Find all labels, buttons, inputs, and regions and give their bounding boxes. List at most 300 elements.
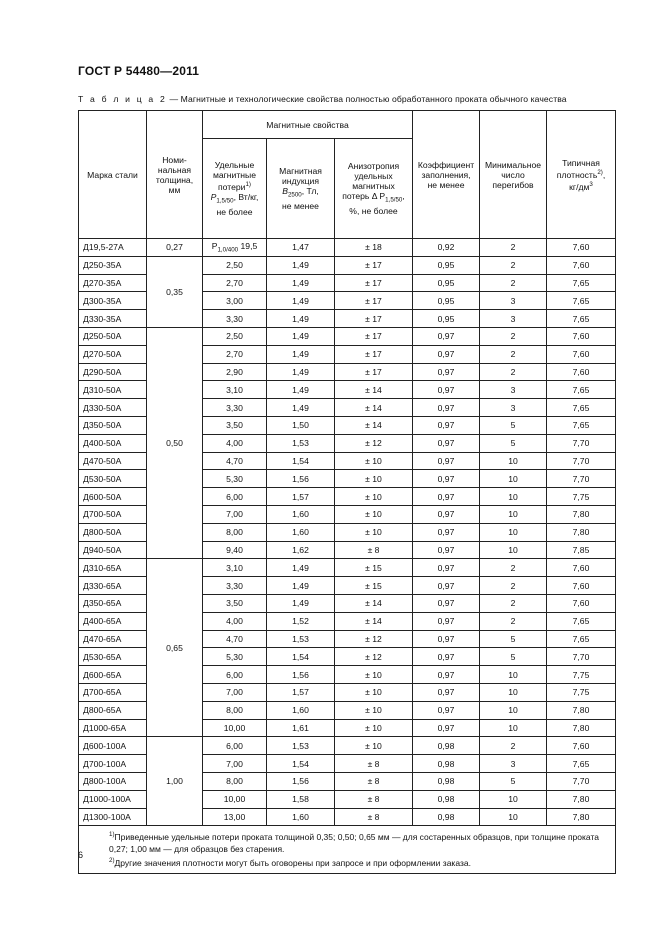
cell-losses-value: 3,10 <box>226 384 243 395</box>
cell-bends: 2 <box>480 612 547 630</box>
cell-grade: Д1000-100А <box>79 790 147 808</box>
cell-induction: 1,50 <box>267 416 335 434</box>
cell-fill: 0,97 <box>413 363 480 381</box>
cell-density: 7,75 <box>547 666 616 684</box>
cell-losses <box>203 559 267 577</box>
cell-anisotropy: ± 10 <box>335 452 413 470</box>
cell-grade: Д600-65А <box>79 666 147 684</box>
cell-density: 7,70 <box>547 772 616 790</box>
cell-grade: Д700-50А <box>79 505 147 523</box>
cell-bends: 10 <box>480 808 547 826</box>
header-density-l2: плотность$^{2)}$, <box>556 168 606 180</box>
cell-induction: 1,53 <box>267 737 335 755</box>
cell-losses <box>203 381 267 399</box>
header-losses-l5: не более <box>216 206 253 217</box>
cell-losses-value: 4,00 <box>226 616 243 627</box>
cell-fill: 0,98 <box>413 808 480 826</box>
cell-losses-value: 3,30 <box>226 580 243 591</box>
cell-bends: 10 <box>480 701 547 719</box>
header-thickness-l1: Номи- <box>162 154 187 165</box>
cell-fill: 0,97 <box>413 701 480 719</box>
cell-grade: Д1000-65А <box>79 719 147 737</box>
cell-bends: 10 <box>480 683 547 701</box>
header-thickness-l2: нальная <box>157 164 192 175</box>
header-anisotropy-l5: %, не более <box>349 205 398 216</box>
cell-bends: 3 <box>480 381 547 399</box>
cell-grade: Д400-50А <box>79 434 147 452</box>
cell-grade: Д310-65А <box>79 559 147 577</box>
cell-losses-value: 6,00 <box>226 740 243 751</box>
cell-induction: 1,60 <box>267 505 335 523</box>
cell-bends: 10 <box>480 505 547 523</box>
cell-induction: 1,49 <box>267 327 335 345</box>
table-row <box>79 256 616 274</box>
cell-fill: 0,97 <box>413 523 480 541</box>
cell-losses-value: 3,00 <box>226 295 243 306</box>
table-row <box>79 559 616 577</box>
header-thickness-l4: мм <box>168 184 181 195</box>
footnote-1-text: Приведенные удельные потери проката толщиной 0,35; 0,50; 0,65 мм — для состаренных образцов, при толщине проката 0,27; 1,00 мм — для образцов без старения. <box>109 832 599 855</box>
cell-induction: 1,56 <box>267 470 335 488</box>
cell-anisotropy: ± 17 <box>335 363 413 381</box>
cell-losses <box>203 256 267 274</box>
cell-losses <box>203 399 267 417</box>
cell-fill: 0,97 <box>413 381 480 399</box>
cell-losses-value: 2,70 <box>226 349 243 360</box>
cell-losses-value: 9,40 <box>226 544 243 555</box>
header-density-unit-sup: 3 <box>589 180 593 188</box>
cell-anisotropy: ± 15 <box>335 559 413 577</box>
cell-losses-value: 7,00 <box>226 758 243 769</box>
cell-bends: 3 <box>480 310 547 328</box>
cell-bends: 2 <box>480 737 547 755</box>
cell-grade: Д310-50А <box>79 381 147 399</box>
cell-losses-value: 5,30 <box>226 651 243 662</box>
cell-grade: Д800-65А <box>79 701 147 719</box>
cell-fill: 0,97 <box>413 630 480 648</box>
cell-anisotropy: ± 8 <box>335 541 413 559</box>
cell-grade: Д600-50А <box>79 488 147 506</box>
header-fill <box>413 111 480 239</box>
header-anisotropy-sub: 1,5/50 <box>385 196 403 204</box>
cell-grade: Д530-50А <box>79 470 147 488</box>
cell-anisotropy: ± 17 <box>335 256 413 274</box>
header-induction-symbol: B <box>282 186 288 197</box>
cell-anisotropy: ± 17 <box>335 292 413 310</box>
header-induction-l4: не менее <box>282 200 319 211</box>
cell-fill: 0,98 <box>413 772 480 790</box>
header-magnetic-group: Магнитные свойства <box>203 111 413 139</box>
cell-thickness: 0,35 <box>147 256 203 327</box>
cell-losses-sub: 1,0/400 <box>217 246 239 254</box>
cell-losses-value: 4,00 <box>226 438 243 449</box>
cell-induction: 1,49 <box>267 256 335 274</box>
cell-grade: Д330-35А <box>79 310 147 328</box>
footnote-mark-1: 1) <box>245 181 251 189</box>
cell-losses-symbol: P <box>211 241 218 252</box>
cell-induction: 1,49 <box>267 274 335 292</box>
cell-induction: 1,60 <box>267 701 335 719</box>
cell-losses <box>203 327 267 345</box>
cell-anisotropy: ± 10 <box>335 737 413 755</box>
cell-bends: 2 <box>480 363 547 381</box>
cell-induction: 1,49 <box>267 363 335 381</box>
cell-density: 7,85 <box>547 541 616 559</box>
header-losses-unit: , Вт/кг, <box>233 192 259 203</box>
cell-anisotropy: ± 8 <box>335 790 413 808</box>
cell-fill: 0,95 <box>413 292 480 310</box>
header-thickness-l3: толщина, <box>155 174 194 185</box>
cell-bends: 2 <box>480 345 547 363</box>
table-body <box>79 239 616 826</box>
cell-bends: 2 <box>480 256 547 274</box>
cell-losses <box>203 648 267 666</box>
cell-fill: 0,97 <box>413 577 480 595</box>
cell-fill: 0,92 <box>413 239 480 257</box>
footnote-2-mark: 2) <box>109 857 115 865</box>
header-induction-sub: 2500 <box>287 191 302 199</box>
cell-losses <box>203 755 267 773</box>
header-losses <box>203 139 267 239</box>
cell-losses <box>203 363 267 381</box>
header-bends <box>480 111 547 239</box>
header-density-unit: кг/дм <box>569 181 590 192</box>
cell-induction: 1,53 <box>267 434 335 452</box>
cell-losses-value: 2,70 <box>226 277 243 288</box>
header-anisotropy-l3: магнитных <box>352 181 395 192</box>
cell-bends: 10 <box>480 452 547 470</box>
cell-anisotropy: ± 10 <box>335 488 413 506</box>
header-bends-l1: Минимальное <box>485 159 542 170</box>
cell-fill: 0,95 <box>413 274 480 292</box>
cell-bends: 10 <box>480 790 547 808</box>
cell-losses-value: 2,50 <box>226 331 243 342</box>
footnote-mark-2: 2) <box>597 168 603 176</box>
cell-density: 7,60 <box>547 239 616 257</box>
cell-fill: 0,97 <box>413 719 480 737</box>
cell-fill: 0,97 <box>413 327 480 345</box>
cell-anisotropy: ± 18 <box>335 239 413 257</box>
cell-losses <box>203 790 267 808</box>
cell-density: 7,70 <box>547 434 616 452</box>
cell-losses-value: 4,70 <box>226 633 243 644</box>
cell-anisotropy: ± 10 <box>335 701 413 719</box>
cell-density: 7,65 <box>547 399 616 417</box>
cell-losses-value: 3,10 <box>226 562 243 573</box>
cell-grade: Д700-65А <box>79 683 147 701</box>
table-row <box>79 737 616 755</box>
cell-losses-value: 10,00 <box>223 722 246 733</box>
cell-fill: 0,97 <box>413 594 480 612</box>
cell-losses-value: 19,5 <box>238 241 258 252</box>
table-footnotes <box>79 826 616 874</box>
cell-induction: 1,61 <box>267 719 335 737</box>
cell-losses-value: 3,30 <box>226 313 243 324</box>
cell-grade: Д530-65А <box>79 648 147 666</box>
cell-anisotropy: ± 10 <box>335 666 413 684</box>
cell-fill: 0,97 <box>413 541 480 559</box>
header-losses-l3 <box>205 180 264 192</box>
cell-induction: 1,62 <box>267 541 335 559</box>
footnote-2-text: Другие значения плотности могут быть оговорены при запросе и при оформлении заказа. <box>114 857 471 868</box>
cell-bends: 5 <box>480 434 547 452</box>
header-density-l3 <box>549 180 613 192</box>
footnote-1 <box>85 829 609 855</box>
cell-density: 7,60 <box>547 577 616 595</box>
cell-density: 7,70 <box>547 452 616 470</box>
cell-anisotropy: ± 14 <box>335 612 413 630</box>
cell-fill: 0,97 <box>413 416 480 434</box>
cell-density: 7,80 <box>547 790 616 808</box>
cell-induction: 1,49 <box>267 559 335 577</box>
cell-bends: 5 <box>480 630 547 648</box>
header-density <box>547 111 616 239</box>
cell-induction: 1,57 <box>267 488 335 506</box>
cell-fill: 0,97 <box>413 470 480 488</box>
cell-losses-value: 8,00 <box>226 527 243 538</box>
cell-grade: Д700-100А <box>79 755 147 773</box>
cell-bends: 2 <box>480 327 547 345</box>
cell-losses-value: 3,50 <box>226 420 243 431</box>
cell-losses <box>203 630 267 648</box>
cell-bends: 10 <box>480 719 547 737</box>
cell-anisotropy: ± 12 <box>335 434 413 452</box>
cell-bends: 2 <box>480 594 547 612</box>
cell-density: 7,65 <box>547 755 616 773</box>
properties-table <box>78 110 616 874</box>
cell-induction: 1,54 <box>267 452 335 470</box>
cell-fill: 0,98 <box>413 790 480 808</box>
cell-density: 7,80 <box>547 701 616 719</box>
cell-grade: Д600-100А <box>79 737 147 755</box>
cell-induction: 1,49 <box>267 292 335 310</box>
cell-losses-value: 3,50 <box>226 598 243 609</box>
cell-grade: Д270-35А <box>79 274 147 292</box>
cell-induction: 1,54 <box>267 755 335 773</box>
header-induction-unit: , Тл, <box>301 186 319 197</box>
cell-density: 7,75 <box>547 683 616 701</box>
cell-density: 7,65 <box>547 292 616 310</box>
cell-anisotropy: ± 10 <box>335 523 413 541</box>
cell-thickness: 0,27 <box>147 239 203 257</box>
cell-induction: 1,60 <box>267 808 335 826</box>
cell-bends: 3 <box>480 755 547 773</box>
document-title: ГОСТ Р 54480—2011 <box>78 64 200 78</box>
cell-bends: 2 <box>480 577 547 595</box>
cell-grade: Д250-35А <box>79 256 147 274</box>
cell-density: 7,80 <box>547 808 616 826</box>
cell-bends: 10 <box>480 666 547 684</box>
cell-losses <box>203 470 267 488</box>
cell-induction: 1,54 <box>267 648 335 666</box>
cell-bends: 5 <box>480 772 547 790</box>
cell-density: 7,60 <box>547 363 616 381</box>
cell-density: 7,65 <box>547 612 616 630</box>
cell-losses <box>203 505 267 523</box>
header-losses-l4 <box>205 192 264 207</box>
cell-fill: 0,95 <box>413 310 480 328</box>
table-caption <box>78 94 567 104</box>
table-caption-prefix: Т а б л и ц а 2 <box>78 94 167 104</box>
cell-losses <box>203 594 267 612</box>
cell-bends: 10 <box>480 523 547 541</box>
cell-density: 7,60 <box>547 559 616 577</box>
cell-density: 7,80 <box>547 505 616 523</box>
cell-losses-value: 10,00 <box>223 794 246 805</box>
cell-anisotropy: ± 12 <box>335 648 413 666</box>
header-density-l1: Типичная <box>562 157 600 168</box>
cell-density: 7,70 <box>547 470 616 488</box>
cell-density: 7,65 <box>547 416 616 434</box>
cell-anisotropy: ± 10 <box>335 505 413 523</box>
cell-losses <box>203 292 267 310</box>
cell-losses <box>203 666 267 684</box>
cell-losses-value: 7,00 <box>226 509 243 520</box>
cell-anisotropy: ± 8 <box>335 755 413 773</box>
cell-anisotropy: ± 10 <box>335 470 413 488</box>
cell-losses <box>203 345 267 363</box>
header-losses-sub: 1,5/50 <box>216 197 234 205</box>
cell-anisotropy: ± 17 <box>335 274 413 292</box>
header-induction <box>267 139 335 239</box>
cell-density: 7,60 <box>547 256 616 274</box>
cell-density: 7,80 <box>547 719 616 737</box>
cell-grade: Д800-50А <box>79 523 147 541</box>
cell-bends: 5 <box>480 416 547 434</box>
cell-grade: Д350-50А <box>79 416 147 434</box>
cell-induction: 1,49 <box>267 310 335 328</box>
cell-density: 7,65 <box>547 274 616 292</box>
cell-fill: 0,95 <box>413 256 480 274</box>
cell-grade: Д330-50А <box>79 399 147 417</box>
cell-anisotropy: ± 10 <box>335 719 413 737</box>
header-anisotropy-l1: Анизотропия <box>347 161 400 172</box>
cell-anisotropy: ± 8 <box>335 808 413 826</box>
cell-losses-value: 2,90 <box>226 366 243 377</box>
cell-losses <box>203 577 267 595</box>
cell-density: 7,70 <box>547 648 616 666</box>
cell-induction: 1,49 <box>267 345 335 363</box>
cell-fill: 0,97 <box>413 452 480 470</box>
cell-grade: Д270-50А <box>79 345 147 363</box>
cell-losses <box>203 488 267 506</box>
cell-anisotropy: ± 17 <box>335 327 413 345</box>
cell-fill: 0,97 <box>413 666 480 684</box>
cell-grade: Д330-65А <box>79 577 147 595</box>
cell-losses <box>203 772 267 790</box>
cell-grade: Д19,5-27А <box>79 239 147 257</box>
cell-grade: Д400-65А <box>79 612 147 630</box>
header-losses-l1: Удельные <box>214 160 255 171</box>
cell-losses <box>203 310 267 328</box>
cell-fill: 0,97 <box>413 488 480 506</box>
cell-anisotropy: ± 14 <box>335 594 413 612</box>
header-anisotropy-l4: потерь Δ $P_{1,5/50}$, <box>342 191 405 204</box>
header-anisotropy-loss: потерь Δ P <box>342 191 386 202</box>
cell-induction: 1,56 <box>267 666 335 684</box>
table-row <box>79 239 616 257</box>
cell-fill: 0,98 <box>413 755 480 773</box>
cell-density: 7,65 <box>547 310 616 328</box>
cell-losses <box>203 541 267 559</box>
header-anisotropy-l2: удельных <box>354 171 393 182</box>
cell-bends: 3 <box>480 399 547 417</box>
cell-fill: 0,97 <box>413 612 480 630</box>
cell-bends: 2 <box>480 559 547 577</box>
table-row <box>79 327 616 345</box>
cell-losses <box>203 737 267 755</box>
cell-fill: 0,97 <box>413 683 480 701</box>
cell-grade: Д290-50А <box>79 363 147 381</box>
cell-fill: 0,97 <box>413 505 480 523</box>
cell-thickness: 1,00 <box>147 737 203 826</box>
cell-losses-value: 6,00 <box>226 669 243 680</box>
cell-bends: 10 <box>480 488 547 506</box>
header-induction-l3 <box>269 186 332 201</box>
cell-losses <box>203 683 267 701</box>
cell-induction: 1,49 <box>267 577 335 595</box>
cell-losses <box>203 701 267 719</box>
cell-fill: 0,98 <box>413 737 480 755</box>
cell-grade: Д350-65А <box>79 594 147 612</box>
header-thickness <box>147 111 203 239</box>
cell-induction: 1,53 <box>267 630 335 648</box>
cell-bends: 5 <box>480 648 547 666</box>
cell-losses <box>203 523 267 541</box>
header-losses-l2: магнитные <box>212 170 256 181</box>
cell-losses <box>203 274 267 292</box>
cell-losses-value: 8,00 <box>226 776 243 787</box>
cell-anisotropy: ± 14 <box>335 399 413 417</box>
cell-induction: 1,47 <box>267 239 335 257</box>
cell-grade: Д470-65А <box>79 630 147 648</box>
header-losses-word: потери <box>218 182 246 193</box>
header-induction-l2: индукция <box>282 176 319 187</box>
cell-losses <box>203 239 267 257</box>
cell-losses-value: 8,00 <box>226 705 243 716</box>
cell-anisotropy: ± 12 <box>335 630 413 648</box>
cell-anisotropy: ± 14 <box>335 381 413 399</box>
cell-bends: 2 <box>480 274 547 292</box>
cell-density: 7,60 <box>547 737 616 755</box>
cell-losses-value: 2,50 <box>226 260 243 271</box>
cell-losses-value: 3,30 <box>226 402 243 413</box>
cell-anisotropy: ± 14 <box>335 416 413 434</box>
cell-bends: 3 <box>480 292 547 310</box>
cell-losses-value: 13,00 <box>223 811 246 822</box>
cell-density: 7,65 <box>547 630 616 648</box>
cell-losses <box>203 612 267 630</box>
cell-induction: 1,52 <box>267 612 335 630</box>
cell-induction: 1,57 <box>267 683 335 701</box>
cell-grade: Д250-50А <box>79 327 147 345</box>
cell-induction: 1,49 <box>267 399 335 417</box>
cell-grade: Д940-50А <box>79 541 147 559</box>
cell-density: 7,60 <box>547 345 616 363</box>
cell-induction: 1,49 <box>267 381 335 399</box>
cell-anisotropy: ± 8 <box>335 772 413 790</box>
cell-density: 7,60 <box>547 327 616 345</box>
cell-anisotropy: ± 15 <box>335 577 413 595</box>
cell-thickness: 0,50 <box>147 327 203 558</box>
cell-grade: Д1300-100А <box>79 808 147 826</box>
cell-losses-value: 6,00 <box>226 491 243 502</box>
footnote-1-mark: 1) <box>109 831 115 839</box>
cell-bends: 10 <box>480 541 547 559</box>
cell-density: 7,80 <box>547 523 616 541</box>
cell-grade: Д470-50А <box>79 452 147 470</box>
cell-anisotropy: ± 10 <box>335 683 413 701</box>
